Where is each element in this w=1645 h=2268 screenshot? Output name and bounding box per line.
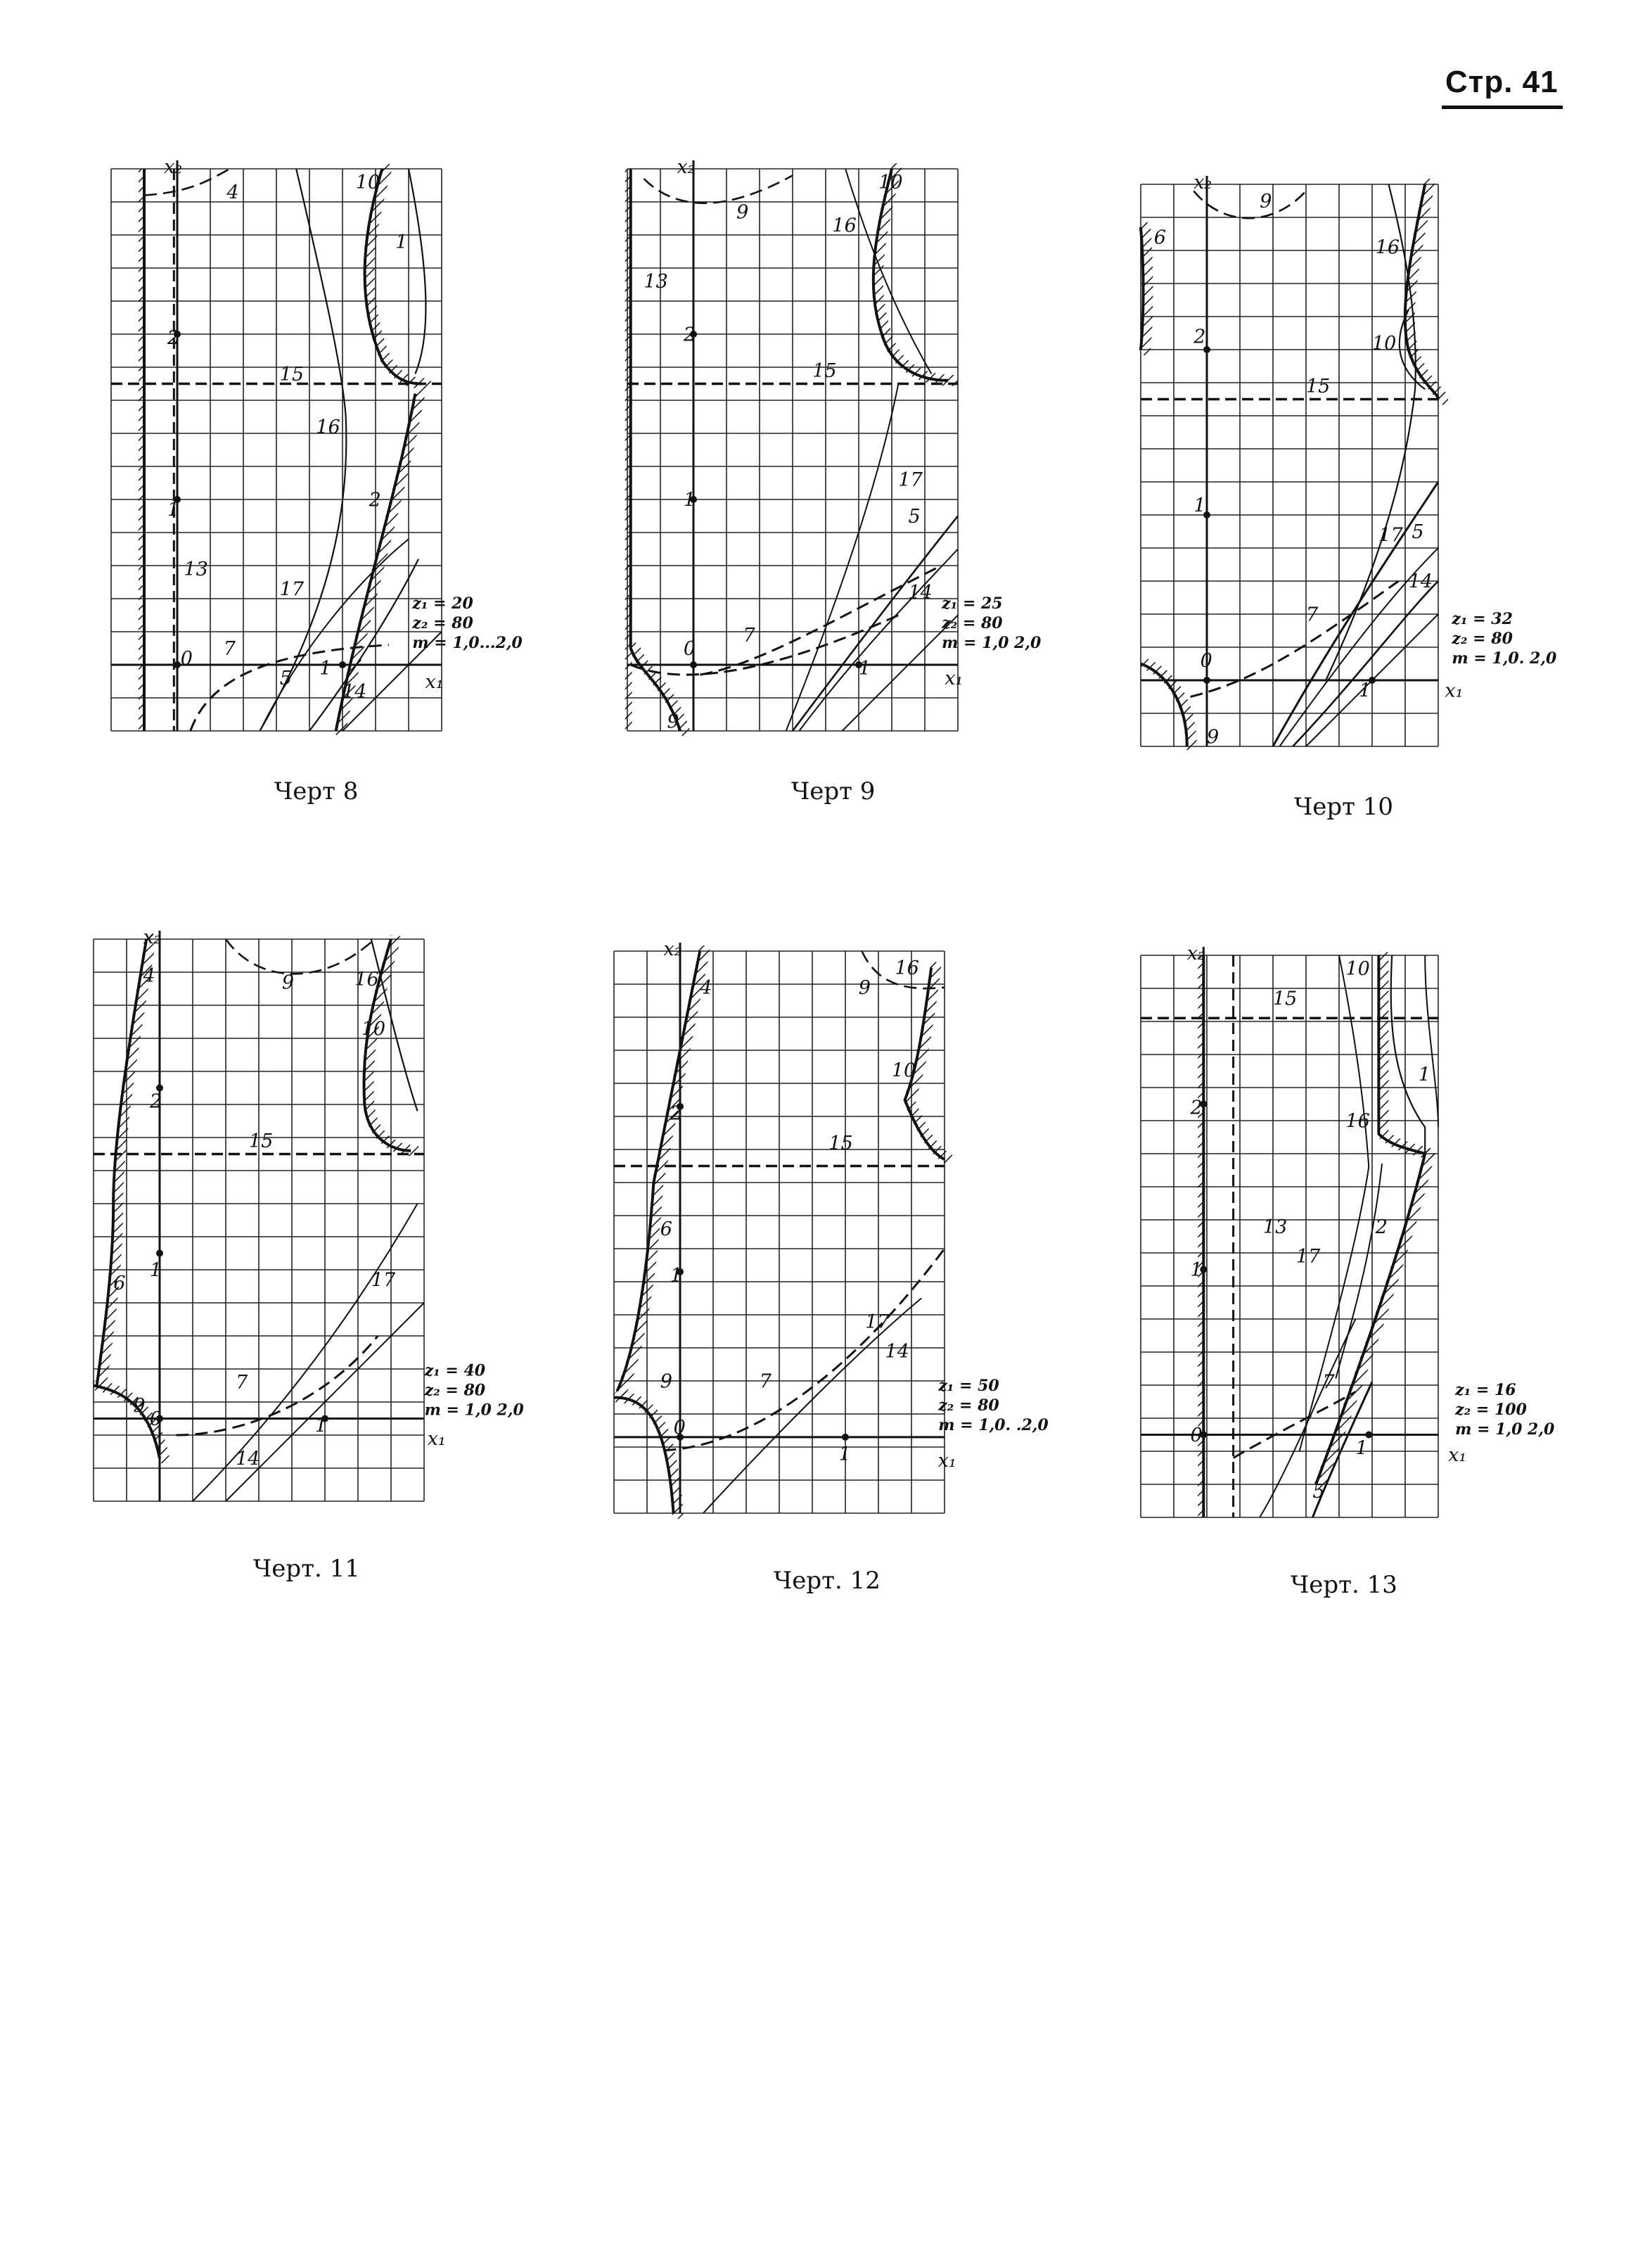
tick-label: 1 — [149, 1259, 162, 1282]
curve-label: 9 — [667, 711, 679, 733]
figure-drawing — [1141, 943, 1593, 1531]
tick-label: 2 — [167, 327, 180, 350]
curve-label: 14 — [885, 1341, 909, 1363]
curve-label: 13 — [1262, 1216, 1288, 1238]
tick-label: 2 — [670, 1102, 683, 1125]
grid — [111, 169, 442, 731]
x1-axis-label: x₁ — [937, 1450, 956, 1472]
tick-point-3 — [339, 661, 346, 668]
curve-8 — [144, 169, 230, 196]
curve-label: 10 — [1372, 333, 1397, 355]
curve-label: 17 — [371, 1269, 396, 1292]
curve-label: 7 — [743, 625, 755, 647]
curve-label: 4 — [143, 965, 155, 988]
figure-drawing — [627, 156, 1113, 745]
parameter-line: z₂ = 100 — [1455, 1401, 1527, 1420]
figure-drawing — [94, 926, 579, 1515]
parameter-line: z₁ = 20 — [412, 594, 473, 613]
curve-label: 14 — [343, 681, 367, 703]
tick-point-1 — [156, 1250, 163, 1257]
curve-label: 9 — [1260, 190, 1272, 212]
figure-drawing — [111, 156, 596, 745]
figure-caption: Черт. 11 — [253, 1555, 360, 1583]
tick-label: 2 — [1190, 1097, 1203, 1119]
parameter-line: z₂ = 80 — [938, 1396, 999, 1415]
curve-label: 15 — [279, 363, 305, 386]
curve-label: 9 — [281, 971, 295, 994]
curve-label: 6 — [113, 1273, 126, 1295]
curve-label: 10 — [878, 172, 903, 194]
curve-label: 16 — [354, 968, 379, 990]
curve-label: 17 — [1378, 524, 1403, 547]
tick-label: 1 — [314, 1415, 328, 1437]
curve-3 — [614, 1398, 674, 1514]
curve-label: 7 — [236, 1372, 248, 1394]
curve-label: 1 — [395, 231, 408, 253]
curve-hatching-3 — [618, 1398, 678, 1514]
curve-label: 15 — [1306, 376, 1331, 398]
curve-label: 17 — [865, 1311, 890, 1333]
parameter-line: z₁ = 32 — [1452, 610, 1513, 629]
curve-label: 2 — [1375, 1216, 1388, 1238]
curve-label: 16 — [1375, 236, 1400, 259]
curve-label: 9 — [1207, 726, 1220, 748]
curve-label: 10 — [361, 1018, 386, 1040]
curve-label: 5 — [1312, 1480, 1325, 1503]
curve-label: 14 — [1408, 571, 1433, 593]
tick-label: 1 — [1355, 1437, 1368, 1460]
tick-label: 2 — [683, 324, 696, 346]
curve-label: 14 — [236, 1448, 260, 1470]
tick-label: 0 — [1200, 650, 1212, 673]
curve-label: 15 — [812, 360, 837, 383]
curve-0 — [226, 939, 375, 974]
parameter-line: z₁ = 16 — [1455, 1381, 1516, 1400]
curve-label: 7 — [223, 637, 236, 660]
curve-1 — [260, 169, 347, 731]
x2-axis-label: x₂ — [1193, 172, 1212, 194]
tick-point-0 — [174, 661, 181, 668]
curve-hatching-1 — [101, 939, 151, 1386]
tick-label: 0 — [180, 648, 193, 670]
x2-axis-label: x₂ — [677, 156, 696, 179]
curve-label: 7 — [759, 1370, 772, 1393]
x1-axis-label: x₁ — [1445, 680, 1464, 702]
x1-axis-label: x₁ — [1448, 1444, 1467, 1467]
tick-point-0 — [1203, 677, 1210, 684]
parameter-line: z₂ = 80 — [424, 1381, 486, 1400]
parameter-line: m = 1,0 2,0 — [1455, 1420, 1555, 1439]
axes — [1141, 947, 1438, 1517]
curve-hatching-1 — [1145, 227, 1148, 350]
curve-5 — [193, 1204, 418, 1501]
curve-label: 5 — [279, 668, 292, 690]
figure-drawing — [1141, 172, 1593, 760]
curve-label: 17 — [279, 578, 305, 601]
page-number-underline — [1442, 106, 1563, 109]
curves — [1141, 184, 1442, 746]
parameter-line: z₁ = 50 — [938, 1377, 999, 1396]
curve-label: 16 — [1345, 1110, 1370, 1133]
curve-label: 9 — [736, 201, 749, 224]
curve-label: 16 — [832, 215, 857, 237]
nomogram-figure-10 — [1141, 172, 1593, 821]
parameter-line: z₁ = 40 — [424, 1361, 486, 1380]
x1-axis-label: x₁ — [425, 670, 444, 693]
nomogram-figure-13 — [1141, 943, 1593, 1599]
curve-label: 16 — [316, 416, 340, 438]
curve-label: 2 — [369, 489, 381, 511]
tick-point-3 — [842, 1434, 849, 1441]
curves — [144, 169, 442, 731]
parameter-line: z₂ = 80 — [942, 614, 1003, 633]
tick-label: 0 — [683, 637, 696, 660]
curve-label: 6 — [1153, 227, 1166, 249]
tick-label: 1 — [838, 1443, 851, 1465]
curve-label: 6 — [660, 1218, 672, 1241]
parameter-line: z₁ = 25 — [942, 594, 1003, 613]
curve-3 — [409, 169, 425, 374]
curve-label: 13 — [644, 271, 668, 293]
curve-label: 4 — [226, 181, 239, 204]
curves — [631, 169, 958, 731]
curve-0 — [644, 175, 793, 203]
tick-label: 1 — [167, 499, 180, 521]
tick-label: 1 — [670, 1265, 683, 1287]
curve-label: 10 — [891, 1059, 916, 1082]
figure-caption: Черт 9 — [791, 777, 876, 805]
x2-axis-label: x₂ — [663, 938, 682, 961]
tick-label: 0 — [673, 1417, 686, 1439]
tick-label: 0 — [149, 1408, 162, 1430]
parameter-line: m = 1,0. .2,0 — [938, 1416, 1049, 1435]
curve-label: 5 — [1412, 521, 1424, 543]
nomogram-figure-12 — [614, 938, 1099, 1595]
curve-hatching-10 — [1145, 664, 1191, 747]
curve-label: 10 — [1345, 958, 1370, 981]
grid — [627, 169, 958, 731]
curve-label: 5 — [908, 505, 921, 528]
grid — [1141, 184, 1438, 746]
curve-label: 15 — [828, 1133, 853, 1154]
parameter-line: z₂ = 80 — [1452, 630, 1513, 649]
parameter-line: m = 1,0 2,0 — [942, 634, 1042, 653]
x1-axis-label: x₁ — [427, 1428, 446, 1451]
curve-label: 14 — [908, 582, 933, 604]
curve-label: 13 — [184, 559, 208, 581]
curve-2 — [873, 169, 948, 381]
curve-label: 15 — [248, 1130, 274, 1153]
nomogram-figure-11 — [94, 926, 579, 1583]
curve-label: 15 — [1273, 988, 1298, 1010]
figure-caption: Черт. 12 — [774, 1567, 881, 1595]
tick-label: 1 — [859, 658, 871, 680]
curve-label: 7 — [1306, 604, 1319, 626]
tick-label: 1 — [1190, 1259, 1203, 1281]
tick-label: 1 — [683, 489, 696, 511]
figure-drawing — [614, 938, 1099, 1527]
curve-label: 1 — [1418, 1064, 1430, 1086]
curve-label: 4 — [700, 977, 712, 1000]
tick-label: 1 — [1193, 495, 1206, 517]
parameter-line: m = 1,0. 2,0 — [1452, 649, 1557, 668]
tick-label: 1 — [1359, 680, 1371, 702]
tick-label: 2 — [1193, 326, 1206, 348]
parameter-line: m = 1,0 2,0 — [424, 1401, 524, 1420]
axes — [1141, 176, 1438, 746]
curve-label: 9 — [133, 1395, 146, 1418]
x2-axis-label: x₂ — [1186, 943, 1205, 965]
x2-axis-label: x₂ — [164, 156, 183, 179]
figure-caption: Черт. 13 — [1291, 1571, 1397, 1599]
curve-label: 10 — [355, 172, 380, 194]
curve-7 — [177, 1336, 378, 1435]
figure-caption: Черт 10 — [1294, 793, 1394, 821]
curve-label: 9 — [660, 1370, 672, 1393]
curve-label: 7 — [1322, 1371, 1335, 1394]
nomogram-figure-8 — [111, 156, 596, 805]
page-number: Стр. 41 — [1445, 65, 1558, 99]
nomogram-figure-9 — [627, 156, 1113, 805]
x1-axis-label: x₁ — [945, 668, 964, 690]
curve-label: 9 — [858, 977, 871, 1000]
figure-caption: Черт 8 — [274, 777, 359, 805]
curve-label: 17 — [898, 469, 923, 492]
parameter-line: z₂ = 80 — [412, 614, 473, 633]
parameter-line: m = 1,0...2,0 — [412, 634, 523, 653]
curve-2 — [1425, 955, 1438, 1127]
tick-label: 1 — [319, 658, 332, 680]
curve-0 — [1193, 191, 1306, 218]
curve-label: 17 — [1295, 1246, 1321, 1268]
curve-5 — [260, 539, 409, 731]
tick-label: 2 — [149, 1090, 162, 1113]
tick-label: 0 — [1190, 1424, 1203, 1446]
tick-point-0 — [690, 661, 697, 668]
curve-4 — [786, 384, 899, 732]
curve-label: 16 — [895, 957, 919, 979]
x2-axis-label: x₂ — [143, 926, 162, 949]
